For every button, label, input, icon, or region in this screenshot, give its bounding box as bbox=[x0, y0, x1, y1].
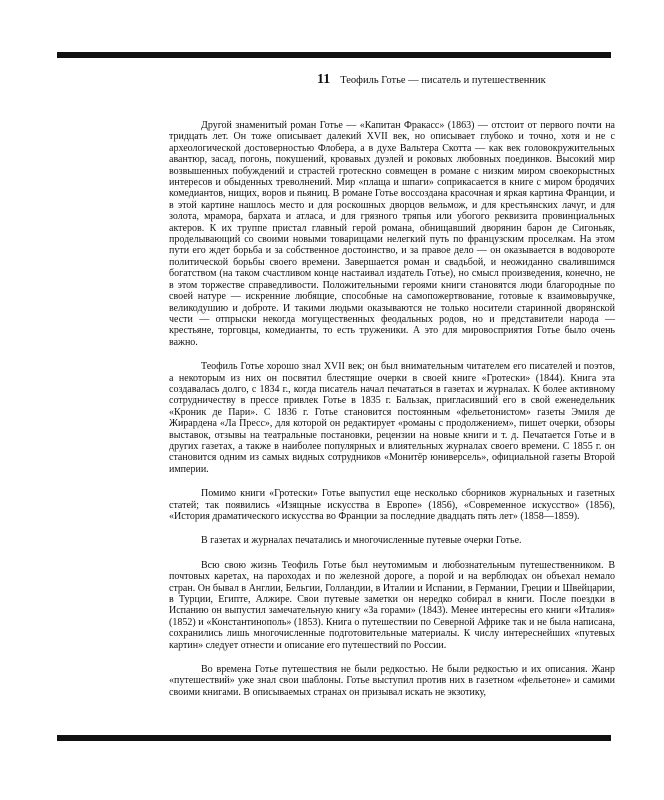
body-text bbox=[169, 120, 615, 698]
page-number: 11 bbox=[317, 72, 331, 87]
paragraph: Теофиль Готье хорошо знал XVII век; он был внимательным читателем его писателей и поэтов, а некоторым из них он посвятил блестящие очерки в своей книге «Гротески» (1844). Книга эта создавалась долго, с 1834 г., когда писатель начал печататься в газетах и журналах. К более активному сотрудничеству в прессе привлек Готье в 1835 г. Бальзак, пригласивший его в свой еженедельник «Кроник де Пари». С 1836 г. Готье становится постоянным «фельетонистом» газеты Эмиля де Жирардена «Ла Пресс», для которой он редактирует «романы с продолжением», пишет очерки, обзоры выставок, отзывы на театральные постановки, рецензии на новые книги и т. д. Печатается Готье и в других газетах, а также в наиболее популярных и влиятельных журналах своего времени. С 1855 г. он становится одним из самых видных сотрудников «Монитёр юниверсель», официальной газеты Второй империи. bbox=[169, 361, 615, 475]
paragraph: Во времена Готье путешествия не были редкостью. Не были редкостью и их описания. Жанр «путешествий» уже знал свои шаблоны. Готье выступил против них в газетном «фельетоне» и самими своими книгами. В описываемых странах он призывал искать не экзотику, bbox=[169, 664, 615, 698]
paragraph: Помимо книги «Гротески» Готье выпустил еще несколько сборников журнальных и газетных статей; так появились «Изящные искусства в Европе» (1856), «Современное искусство» (1856), «История драматического искусства во Франции за последние двадцать пять лет» (1858—1859). bbox=[169, 488, 615, 522]
running-title: Теофиль Готье — писатель и путешественник bbox=[340, 75, 546, 86]
bottom-rule bbox=[57, 735, 611, 741]
top-rule bbox=[57, 52, 611, 58]
paragraph: Другой знаменитый роман Готье — «Капитан Фракасс» (1863) — отстоит от первого почти на тридцать лет. Он тоже описывает далекий XVII век, но описывает глубоко и точно, хотя и не с археологической достоверностью Флобера, а в духе Вальтера Скотта — как век головокружительных авантюр, засад, погонь, покушений, кровавых дуэлей и роковых любовных поединков. Высокий мир возвышенных побуждений и страстей гротескно совмещен в романе с низким миром своекорыстных интересов и обыденных треволнений. Мир «плаща и шпаги» соприкасается в книге с миром бродячих комедиантов, нищих, воров и пьяниц. В романе Готье воссоздана красочная и яркая картина Франции, и в этой картине нашлось место и для роскошных дворцов вельмож, и для крестьянских лачуг, и для золота, мрамора, бархата и атласа, и для грязного тряпья или убогого реквизита провинциальных актеров. К их труппе пристал главный герой романа, обнищавший дворянин барон де Сигоньяк, проделывающий со своими новыми товарищами нелегкий путь по французским проселкам. На этом пути его ждет борьба и за собственное достоинство, и за правое дело — он оказывается в водовороте политической борьбы своего времени. Завершается роман и свадьбой, и неожиданно свалившимся богатством (на таком счастливом конце настаивал издатель Готье), но смысл произведения, конечно, не в этом торжестве справедливости. Положительными героями книги становятся люди благородные по своей натуре — искренние любящие, способные на самопожертвование, готовые к взаимовыручке, великодушию и доброте. И такими людьми оказываются не только носители старинной дворянской чести — отпрыски некогда могущественных феодальных родов, но и представители народа — крестьяне, торговцы, комедианты, то есть труженики. А это для мировосприятия Готье было очень важно. bbox=[169, 120, 615, 348]
paragraph: В газетах и журналах печатались и многочисленные путевые очерки Готье. bbox=[201, 535, 522, 547]
page-header bbox=[317, 72, 546, 88]
paragraph: Всю свою жизнь Теофиль Готье был неутомимым и любознательным путешественником. В почтовых каретах, на пароходах и по железной дороге, а порой и на верблюдах он объехал немало стран. Он бывал в Англии, Бельгии, Голландии, в Италии и Испании, в Германии, Греции и Швейцарии, в Турции, Египте, Алжире. Свои путевые заметки он нередко собирал в книги. После поездки в Испанию он выпустил замечательную книгу «За горами» (1843). Менее интересны его книги «Италия» (1852) и «Константинополь» (1853). Книга о путешествии по Северной Африке так и не была написана, сохранились лишь многочисленные подготовительные материалы. К числу интереснейших «путевых картин» следует отнести и описание его путешествий по России. bbox=[169, 559, 615, 651]
